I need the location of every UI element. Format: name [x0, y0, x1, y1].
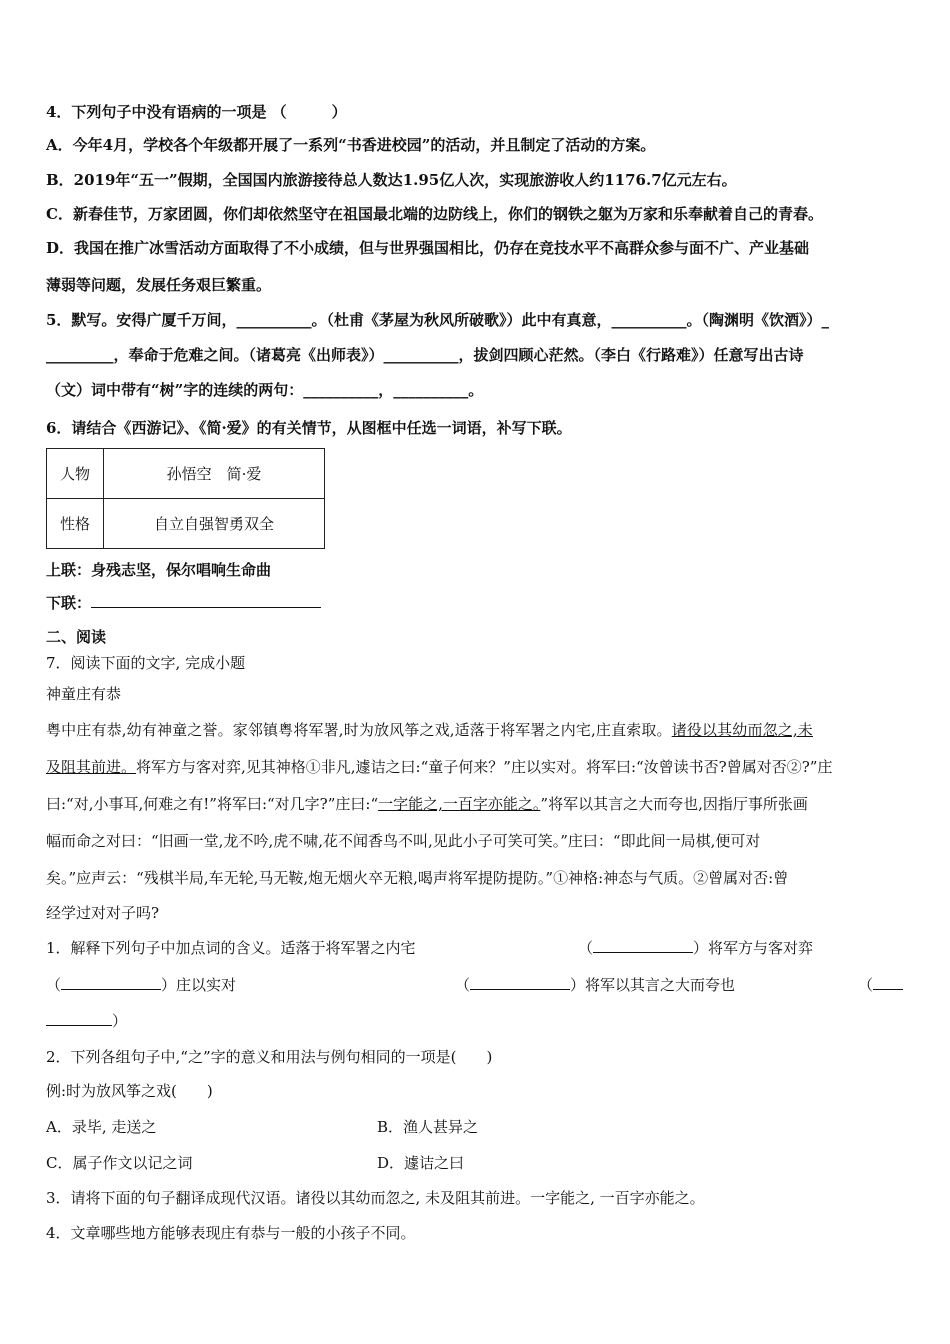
passage-line: 矣。”应声云：“残棋半局,车无轮,马无鞍,炮无烟火卒无粮,喝声将军提防提防。”①神格:神态与气质。②曾属对否:曾: [46, 869, 789, 887]
sub1-item: （ ）庄以实对: [46, 976, 237, 994]
answer-blank[interactable]: [91, 593, 321, 608]
q5-line-3: （文）词中带有“树”字的连续的两句：__________，__________。: [46, 381, 484, 399]
sub3: 3．请将下面的句子翻译成现代汉语。诸役以其幼而忽之, 未及阻其前进。一字能之, 一百字亦能之。: [46, 1189, 705, 1207]
answer-blank[interactable]: [470, 975, 570, 990]
answer-blank[interactable]: [873, 975, 903, 990]
item-text: 将军方与客对弈: [708, 939, 814, 957]
sub1-stem: 1．解释下列句子中加点词的含义。适落于将军署之内宅: [46, 939, 416, 957]
passage-line: [46, 720, 813, 740]
table-label: 人物: [47, 449, 104, 499]
q4-option-a: A．今年4月，学校各个年级都开展了一系列“书香进校园”的活动，并且制定了活动的方案。: [46, 136, 656, 154]
underlined-sentence: 一字能之,一百字亦能之。: [378, 795, 541, 813]
q4-stem: 4．下列句子中没有语病的一项是 （ ）: [46, 103, 347, 121]
sub2-option-a[interactable]: A．录毕, 走送之: [46, 1118, 157, 1136]
table-value: 自立自强智勇双全: [104, 499, 325, 549]
sub1-item: （ ）将军以其言之大而夸也: [455, 976, 736, 994]
sub2-stem: 2．下列各组句子中,“之”字的意义和用法与例句相同的一项是( ): [46, 1048, 493, 1066]
passage-title: 神童庄有恭: [46, 685, 122, 703]
passage-line: 经学过对对子吗?: [46, 904, 160, 922]
q5-line-1: 5．默写。安得广厦千万间，__________。（杜甫《茅屋为秋风所破歌》）此中有真意，__________。（陶渊明《饮酒》）_: [46, 311, 829, 329]
sub2-example: 例:时为放风筝之戏( ): [46, 1082, 213, 1100]
q4-option-c: C．新春佳节，万家团圆，你们却依然坚守在祖国最北端的边防线上，你们的钢铁之躯为万家和乐奉献着自己的青春。: [46, 205, 823, 223]
sub1-blank-start: （: [858, 975, 903, 995]
q6-word-table: [46, 448, 325, 549]
answer-blank[interactable]: [46, 1011, 112, 1026]
lower-label: 下联：: [46, 594, 92, 612]
item-text: 将军以其言之大而夸也: [585, 976, 736, 994]
passage-text: 粤中庄有恭,幼有神童之誉。家邻镇粤将军署,时为放风筝之戏,适落于将军署之内宅,庄直索取。: [46, 721, 672, 739]
answer-blank[interactable]: [61, 975, 161, 990]
sub2-option-c[interactable]: C．属子作文以记之词: [46, 1154, 193, 1172]
q6-upper-couplet: 上联：身残志坚，保尔唱响生命曲: [46, 561, 272, 579]
sub1-item: （ ）将军方与客对弈: [578, 939, 814, 957]
q4-option-d-cont: 薄弱等问题，发展任务艰巨繁重。: [46, 276, 272, 294]
underlined-sentence: 诸役以其幼而忽之,未: [671, 721, 813, 739]
table-label: 性格: [47, 499, 104, 549]
q4-option-d: D．我国在推广冰雪活动方面取得了不小成绩，但与世界强国相比，仍存在竞技水平不高群众参与面不广、产业基础: [46, 239, 810, 257]
underlined-sentence: 及阻其前进。: [46, 758, 137, 776]
section-heading: 二、阅读: [46, 628, 107, 646]
q4-option-b: B．2019年“五一”假期，全国国内旅游接待总人数达1.95亿人次，实现旅游收人约1176.7亿元左右。: [46, 171, 737, 189]
passage-text: 将军方与客对弈,见其神格①非凡,遽诘之曰:“童子何来？”庄以实对。将军曰:“汝曾读书否?曾属对否②?”庄: [136, 758, 833, 776]
passage-line: [46, 794, 808, 814]
passage-line: [46, 757, 832, 777]
passage-line: 幅而命之对曰：“旧画一堂,龙不吟,虎不啸,花不闻香鸟不叫,见此小子可笑可笑。”庄曰：“即此间一局棋,便可对: [46, 832, 761, 850]
q6-stem: 6．请结合《西游记》、《简·爱》的有关情节，从图框中任选一词语，补写下联。: [46, 419, 572, 437]
q7-stem: 7．阅读下面的文字, 完成小题: [46, 654, 246, 672]
q6-lower-couplet: [46, 593, 321, 613]
sub2-option-d[interactable]: D．遽诘之曰: [377, 1154, 465, 1172]
passage-text: 曰:“对,小事耳,何难之有!”将军曰:“对几字?”庄曰:“: [46, 795, 379, 813]
answer-blank[interactable]: [593, 938, 693, 953]
passage-text: ”将军以其言之大而夸也,因指厅事所张画: [540, 795, 808, 813]
item-text: 庄以实对: [176, 976, 237, 994]
table-value: 孙悟空 简·爱: [104, 449, 325, 499]
sub1-blank-end: ）: [46, 1011, 127, 1031]
sub4: 4．文章哪些地方能够表现庄有恭与一般的小孩子不同。: [46, 1224, 416, 1242]
sub2-option-b[interactable]: B．渔人甚异之: [377, 1118, 479, 1136]
q5-line-2: _________，奉命于危难之间。（诸葛亮《出师表》）__________，拔剑四顾心茫然。（李白《行路难》）任意写出古诗: [46, 346, 804, 364]
